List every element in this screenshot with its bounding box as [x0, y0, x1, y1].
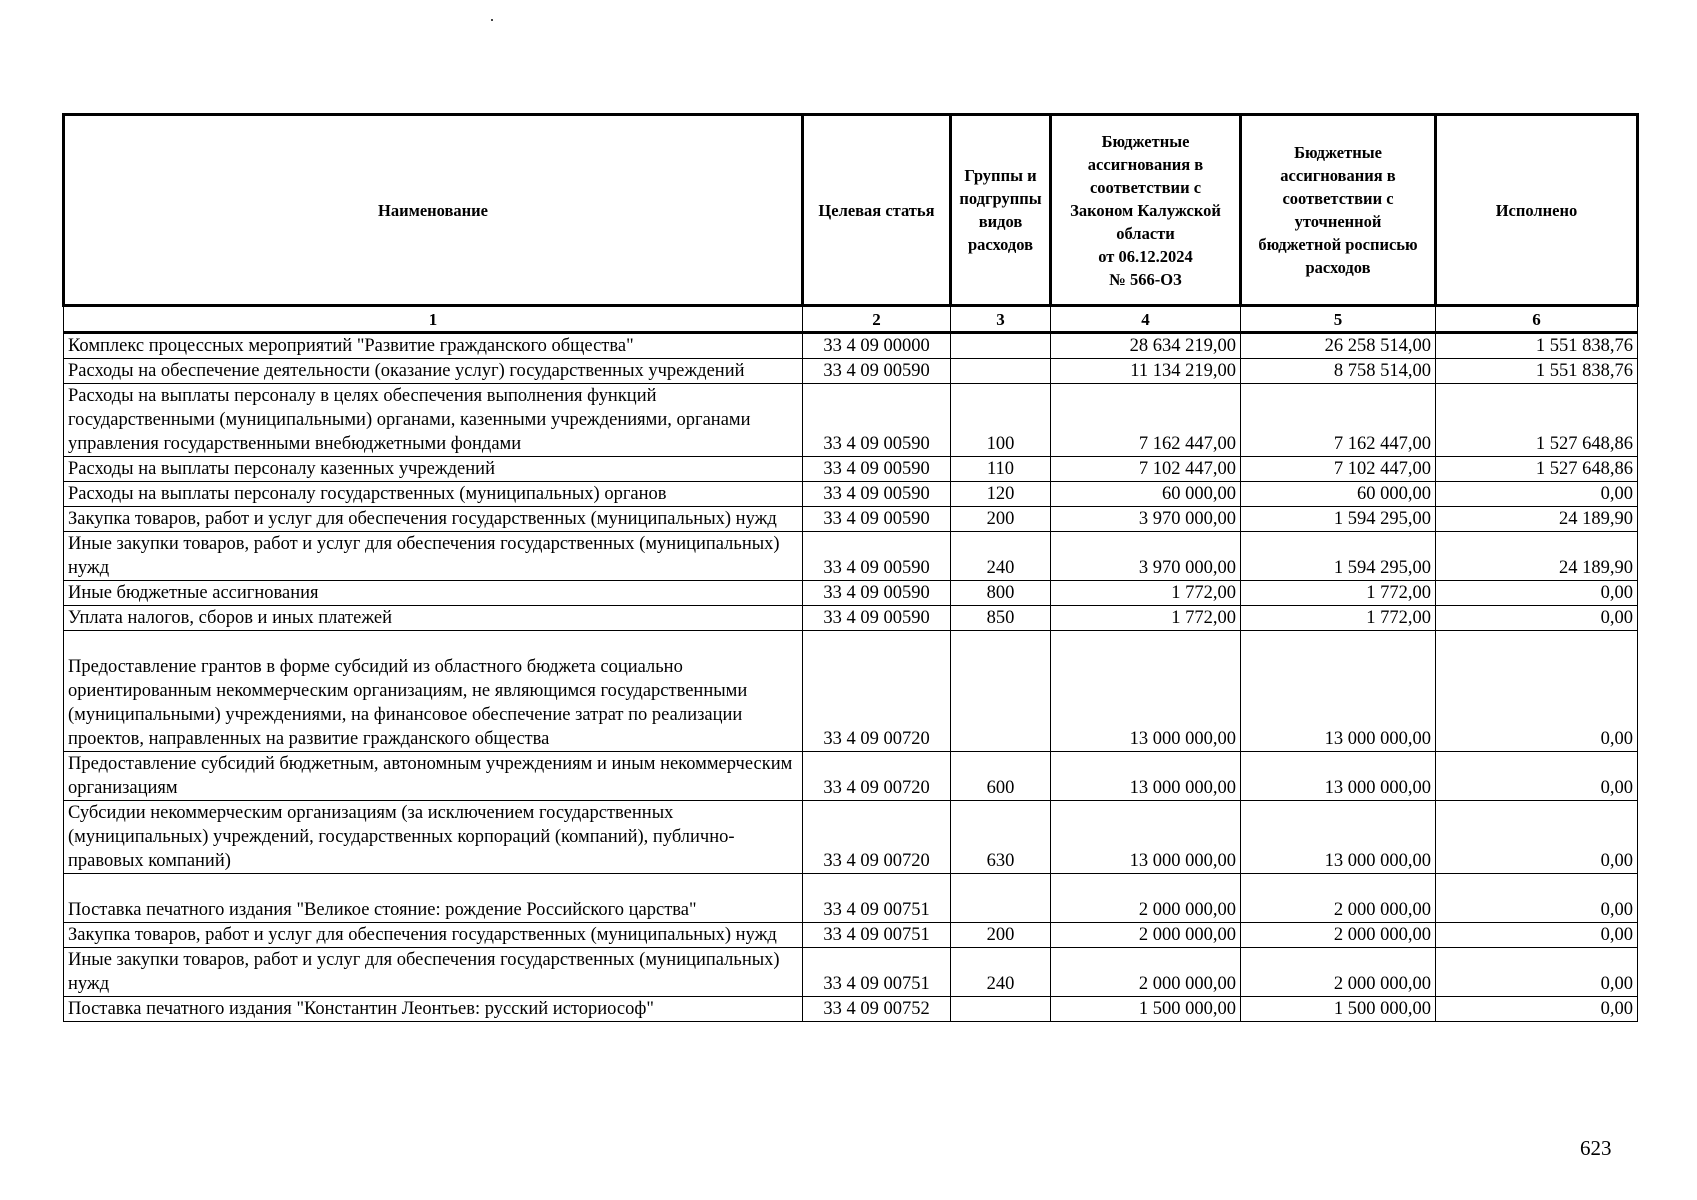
row-law-allocation: 2 000 000,00 [1051, 948, 1241, 997]
row-executed: 0,00 [1436, 752, 1638, 801]
row-refined-allocation: 13 000 000,00 [1241, 801, 1436, 874]
row-refined-allocation: 2 000 000,00 [1241, 923, 1436, 948]
row-refined-allocation: 1 772,00 [1241, 581, 1436, 606]
table-row [64, 333, 1638, 359]
row-target-article: 33 4 09 00752 [803, 997, 951, 1022]
table-row [64, 581, 1638, 606]
row-refined-allocation: 13 000 000,00 [1241, 631, 1436, 752]
row-expense-group: 600 [951, 752, 1051, 801]
row-target-article: 33 4 09 00590 [803, 482, 951, 507]
row-executed: 1 527 648,86 [1436, 384, 1638, 457]
column-number: 5 [1241, 306, 1436, 333]
row-law-allocation: 1 500 000,00 [1051, 997, 1241, 1022]
row-executed: 0,00 [1436, 606, 1638, 631]
row-name: Расходы на выплаты персоналу государственных (муниципальных) органов [64, 482, 803, 507]
row-refined-allocation: 1 594 295,00 [1241, 507, 1436, 532]
row-executed: 1 551 838,76 [1436, 359, 1638, 384]
row-expense-group: 200 [951, 507, 1051, 532]
row-name: Поставка печатного издания "Великое стояние: рождение Российского царства" [64, 874, 803, 923]
row-refined-allocation: 2 000 000,00 [1241, 874, 1436, 923]
row-refined-allocation: 8 758 514,00 [1241, 359, 1436, 384]
row-executed: 0,00 [1436, 874, 1638, 923]
row-target-article: 33 4 09 00590 [803, 606, 951, 631]
row-expense-group [951, 631, 1051, 752]
row-target-article: 33 4 09 00590 [803, 384, 951, 457]
table-row [64, 923, 1638, 948]
row-refined-allocation: 7 162 447,00 [1241, 384, 1436, 457]
row-target-article: 33 4 09 00751 [803, 948, 951, 997]
row-name: Закупка товаров, работ и услуг для обеспечения государственных (муниципальных) нужд [64, 507, 803, 532]
table-row [64, 384, 1638, 457]
row-expense-group: 100 [951, 384, 1051, 457]
row-executed: 0,00 [1436, 801, 1638, 874]
row-refined-allocation: 13 000 000,00 [1241, 752, 1436, 801]
row-executed: 0,00 [1436, 923, 1638, 948]
row-law-allocation: 3 970 000,00 [1051, 532, 1241, 581]
row-target-article: 33 4 09 00000 [803, 333, 951, 359]
header-law-allocations: Бюджетные ассигнования в соответствии с Законом Калужской области от 06.12.2024 № 566-ОЗ [1051, 115, 1241, 306]
header-expense-groups: Группы и подгруппы видов расходов [951, 115, 1051, 306]
row-law-allocation: 7 162 447,00 [1051, 384, 1241, 457]
row-expense-group: 630 [951, 801, 1051, 874]
column-number: 2 [803, 306, 951, 333]
row-executed: 0,00 [1436, 948, 1638, 997]
row-name: Предоставление грантов в форме субсидий из областного бюджета социально ориентированным некоммерческим организациям, не являющимся государственными (муниципальными) учреждениями, на финансовое обеспечение затрат по реализации проектов, направленных на развитие гражданского общества [64, 631, 803, 752]
row-law-allocation: 1 772,00 [1051, 581, 1241, 606]
table-row [64, 359, 1638, 384]
header-executed: Исполнено [1436, 115, 1638, 306]
table-row [64, 752, 1638, 801]
row-name: Расходы на выплаты персоналу казенных учреждений [64, 457, 803, 482]
row-law-allocation: 13 000 000,00 [1051, 801, 1241, 874]
column-number: 4 [1051, 306, 1241, 333]
row-law-allocation: 2 000 000,00 [1051, 923, 1241, 948]
row-refined-allocation: 1 772,00 [1241, 606, 1436, 631]
row-executed: 1 527 648,86 [1436, 457, 1638, 482]
row-executed: 0,00 [1436, 631, 1638, 752]
row-target-article: 33 4 09 00751 [803, 923, 951, 948]
row-expense-group: 110 [951, 457, 1051, 482]
row-target-article: 33 4 09 00720 [803, 752, 951, 801]
column-number: 6 [1436, 306, 1638, 333]
row-expense-group [951, 359, 1051, 384]
row-executed: 0,00 [1436, 482, 1638, 507]
row-name: Расходы на выплаты персоналу в целях обеспечения выполнения функций государственными (муниципальными) органами, казенными учреждениями, органами управления государственными внебюджетными фондами [64, 384, 803, 457]
row-expense-group [951, 874, 1051, 923]
table-row [64, 801, 1638, 874]
row-expense-group [951, 997, 1051, 1022]
table-row [64, 532, 1638, 581]
row-executed: 0,00 [1436, 581, 1638, 606]
row-executed: 1 551 838,76 [1436, 333, 1638, 359]
row-expense-group: 240 [951, 532, 1051, 581]
table-row [64, 482, 1638, 507]
column-number-row [64, 306, 1638, 333]
row-target-article: 33 4 09 00590 [803, 457, 951, 482]
row-name: Субсидии некоммерческим организациям (за исключением государственных (муниципальных) учреждений, государственных корпораций (компаний), публично-правовых компаний) [64, 801, 803, 874]
table-row [64, 874, 1638, 923]
row-target-article: 33 4 09 00590 [803, 581, 951, 606]
row-expense-group [951, 333, 1051, 359]
row-target-article: 33 4 09 00751 [803, 874, 951, 923]
row-refined-allocation: 7 102 447,00 [1241, 457, 1436, 482]
row-law-allocation: 7 102 447,00 [1051, 457, 1241, 482]
row-name: Иные бюджетные ассигнования [64, 581, 803, 606]
row-target-article: 33 4 09 00590 [803, 359, 951, 384]
row-executed: 24 189,90 [1436, 507, 1638, 532]
row-refined-allocation: 1 500 000,00 [1241, 997, 1436, 1022]
table-row [64, 457, 1638, 482]
table-row [64, 507, 1638, 532]
scan-speck [491, 19, 493, 21]
header-name: Наименование [64, 115, 803, 306]
table-row [64, 997, 1638, 1022]
row-expense-group: 800 [951, 581, 1051, 606]
row-target-article: 33 4 09 00720 [803, 631, 951, 752]
table-row [64, 948, 1638, 997]
row-name: Иные закупки товаров, работ и услуг для обеспечения государственных (муниципальных) нужд [64, 532, 803, 581]
row-expense-group: 120 [951, 482, 1051, 507]
row-expense-group: 240 [951, 948, 1051, 997]
row-refined-allocation: 1 594 295,00 [1241, 532, 1436, 581]
row-law-allocation: 13 000 000,00 [1051, 631, 1241, 752]
row-executed: 0,00 [1436, 997, 1638, 1022]
header-refined-allocations: Бюджетные ассигнования в соответствии с уточненной бюджетной росписью расходов [1241, 115, 1436, 306]
row-law-allocation: 60 000,00 [1051, 482, 1241, 507]
row-law-allocation: 11 134 219,00 [1051, 359, 1241, 384]
row-expense-group: 850 [951, 606, 1051, 631]
table-header-row [64, 115, 1638, 306]
row-target-article: 33 4 09 00590 [803, 507, 951, 532]
row-refined-allocation: 60 000,00 [1241, 482, 1436, 507]
row-name: Иные закупки товаров, работ и услуг для обеспечения государственных (муниципальных) нужд [64, 948, 803, 997]
row-law-allocation: 28 634 219,00 [1051, 333, 1241, 359]
row-refined-allocation: 26 258 514,00 [1241, 333, 1436, 359]
header-target-article: Целевая статья [803, 115, 951, 306]
table-row [64, 631, 1638, 752]
column-number: 1 [64, 306, 803, 333]
page-number: 623 [1580, 1136, 1612, 1160]
row-name: Закупка товаров, работ и услуг для обеспечения государственных (муниципальных) нужд [64, 923, 803, 948]
row-law-allocation: 2 000 000,00 [1051, 874, 1241, 923]
row-executed: 24 189,90 [1436, 532, 1638, 581]
row-name: Предоставление субсидий бюджетным, автономным учреждениям и иным некоммерческим организациям [64, 752, 803, 801]
row-refined-allocation: 2 000 000,00 [1241, 948, 1436, 997]
row-law-allocation: 1 772,00 [1051, 606, 1241, 631]
row-name: Комплекс процессных мероприятий "Развитие гражданского общества" [64, 333, 803, 359]
row-target-article: 33 4 09 00590 [803, 532, 951, 581]
row-law-allocation: 13 000 000,00 [1051, 752, 1241, 801]
table-row [64, 606, 1638, 631]
row-name: Уплата налогов, сборов и иных платежей [64, 606, 803, 631]
row-target-article: 33 4 09 00720 [803, 801, 951, 874]
column-number: 3 [951, 306, 1051, 333]
budget-table [62, 113, 1639, 1022]
row-name: Поставка печатного издания "Константин Леонтьев: русский историософ" [64, 997, 803, 1022]
row-expense-group: 200 [951, 923, 1051, 948]
row-name: Расходы на обеспечение деятельности (оказание услуг) государственных учреждений [64, 359, 803, 384]
row-law-allocation: 3 970 000,00 [1051, 507, 1241, 532]
